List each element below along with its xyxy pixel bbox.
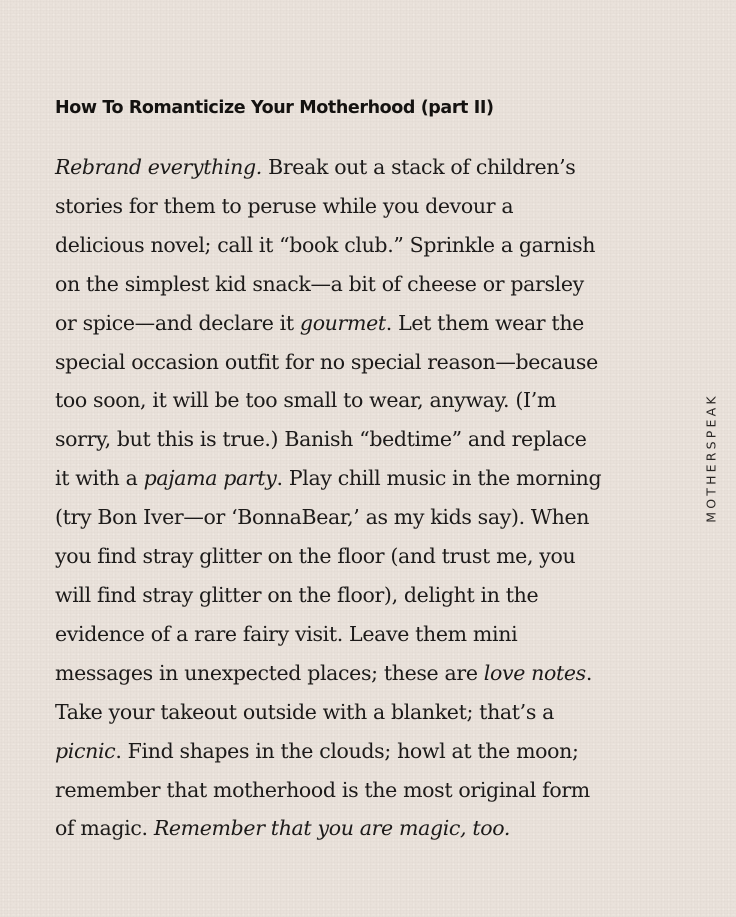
text-line [55, 148, 685, 187]
emphasis-text: gourmet [299, 310, 386, 335]
emphasis-text: picnic [55, 738, 116, 763]
emphasis-text: love notes [483, 660, 586, 685]
body-paragraph [55, 148, 685, 848]
text-line [55, 459, 685, 498]
text-line: will find stray glitter on the floor), delight in the [55, 582, 539, 607]
emphasis-text: pajama party [143, 466, 277, 491]
text-line: you find stray glitter on the floor (and trust me, you [55, 544, 576, 569]
text-span: it with a [55, 466, 144, 491]
text-span: . Let them wear the [385, 310, 584, 335]
text-span: Break out a stack of children’s [261, 155, 576, 179]
text-line: too soon, it will be too small to wear, anyway. (I’m [55, 388, 557, 413]
text-line: on the simplest kid snack—a bit of cheese or parsley [55, 271, 584, 296]
text-span: of magic. [55, 816, 154, 841]
text-line: Take your takeout outside with a blanket; that’s a [55, 699, 555, 724]
text-line: special occasion outfit for no special reason—because [55, 349, 598, 374]
text-span: or spice—and declare it [55, 310, 300, 335]
text-line: remember that motherhood is the most original form [55, 777, 590, 802]
emphasis-text: Remember that you are magic, too. [153, 816, 511, 841]
text-line: (try Bon Iver—or ‘BonnaBear,’ as my kids say). When [55, 505, 590, 530]
text-line: sorry, but this is true.) Banish “bedtime” and replace [55, 427, 587, 452]
page-title: How To Romanticize Your Motherhood (part II) [55, 98, 494, 118]
text-line [55, 809, 685, 848]
brand-side-label: MOTHERSPEAK [703, 393, 719, 523]
text-span: messages in unexpected places; these are [55, 660, 484, 685]
text-line [55, 732, 685, 771]
emphasis-text: Rebrand everything. [55, 155, 262, 179]
text-span: . Play chill music in the morning [276, 466, 602, 491]
text-line: delicious novel; call it “book club.” Sprinkle a garnish [55, 232, 596, 257]
text-span: . [585, 660, 593, 685]
text-line [55, 654, 685, 693]
text-line: stories for them to peruse while you devour a [55, 193, 514, 218]
text-span: . Find shapes in the clouds; howl at the moon; [115, 738, 579, 763]
text-line [55, 304, 685, 343]
text-line: evidence of a rare fairy visit. Leave them mini [55, 621, 518, 646]
